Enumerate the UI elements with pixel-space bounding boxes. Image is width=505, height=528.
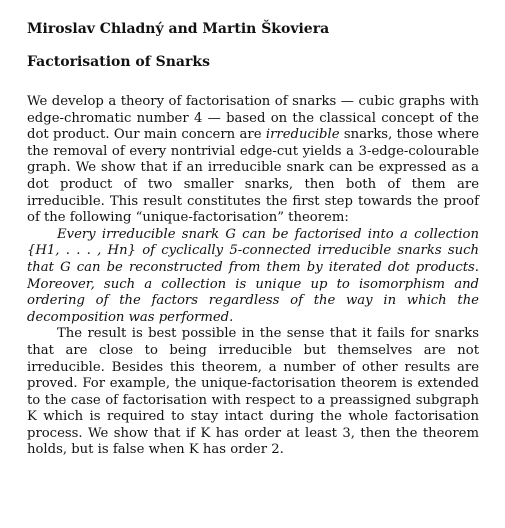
abstract-p1-text-a: We develop a theory of factorisation of snarks — cubic graphs with edge-chromatic number 4 — based on the classical concept of the dot product. Our main concern are <box>27 94 479 143</box>
abstract-p1-text-b: snarks, those where the removal of every nontrivial edge-cut yields a 3-edge-colourable graph. We show that if an irreducible snark can be expressed as a dot product of two smaller snarks, then both of them are irreducible. This result constitutes the first step towards the proof of the following “unique-factorisation” theorem: <box>27 127 480 226</box>
paper-title: Factorisation of Snarks <box>27 54 210 70</box>
theorem-statement: Every irreducible snark G can be factorised into a collection {H1, . . . , Hn} of cyclically 5-connected irreducible snarks such that G can be reconstructed from them by iterated dot products. Moreover, such a collection is unique up to isomorphism and ordering of the factors regardless of the way in which the decomposition was performed. <box>27 226 479 325</box>
irreducible-term: irreducible <box>265 127 340 143</box>
abstract-paragraph-1 <box>27 94 479 227</box>
abstract-paragraph-3: The result is best possible in the sense that it fails for snarks that are close to being irreducible but themselves are not irreducible. Besides this theorem, a number of other results are proved. For example, the unique-factorisation theorem is extended to the case of factorisation with respect to a preassigned subgraph K which is required to stay intact during the whole factorisation process. We show that if K has order at least 3, then the theorem holds, but is false when K has order 2. <box>27 326 479 458</box>
authors: Miroslav Chladný and Martin Škoviera <box>27 21 330 37</box>
abstract <box>27 94 479 459</box>
paper-page <box>27 20 479 459</box>
